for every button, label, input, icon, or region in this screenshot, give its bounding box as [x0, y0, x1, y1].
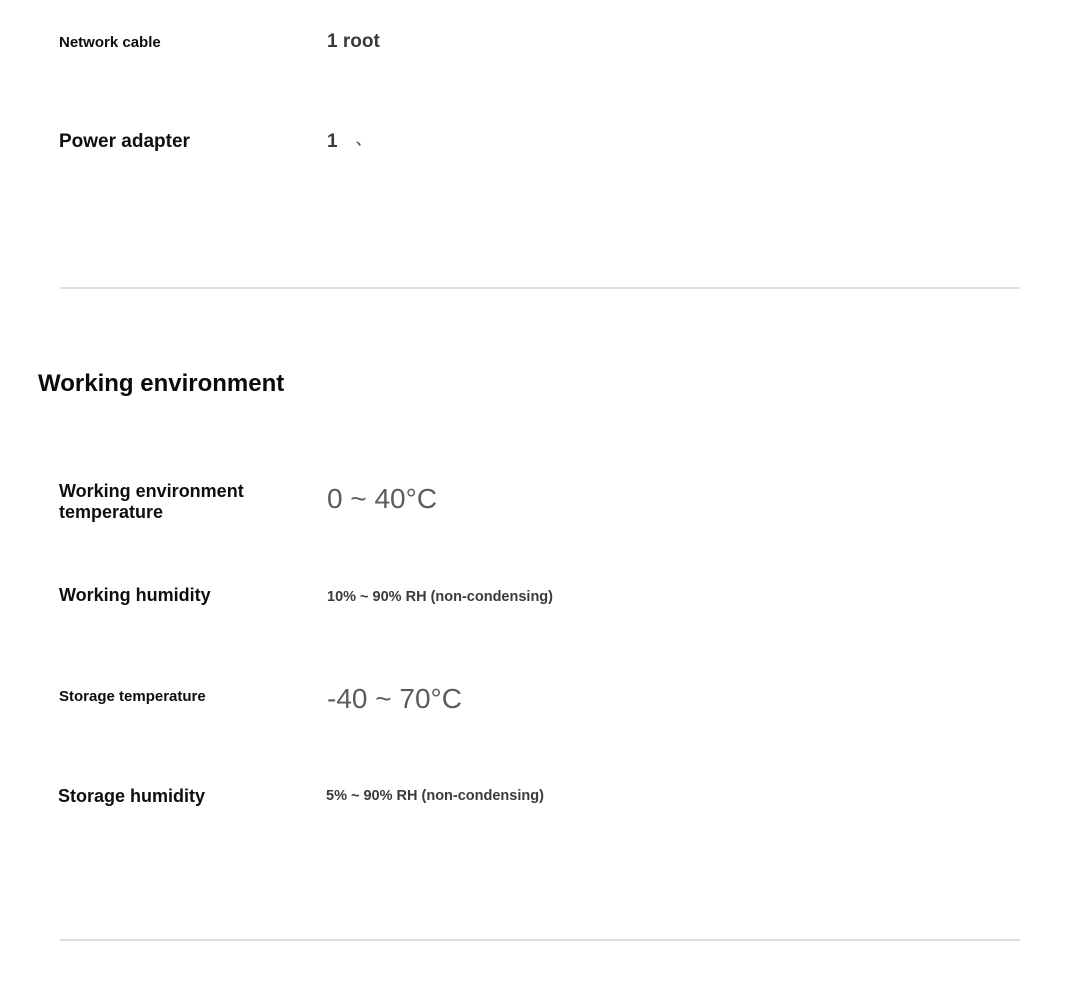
power-adapter-label: Power adapter: [59, 131, 190, 152]
storage-humidity-label: Storage humidity: [58, 786, 206, 806]
network-cable-label: Network cable: [59, 34, 161, 51]
power-adapter-value: 1: [327, 131, 338, 152]
storage-temperature-value: -40 ~ 70°C: [327, 683, 462, 714]
working-temperature-value: 0 ~ 40°C: [327, 483, 438, 514]
working-humidity-label: Working humidity: [59, 585, 211, 605]
working-temperature-label: Working environment temperature: [59, 481, 244, 522]
section-divider-bottom: [60, 939, 1020, 941]
storage-temperature-label: Storage temperature: [59, 688, 206, 705]
network-cable-value: 1 root: [327, 31, 380, 52]
power-adapter-mark: 、: [356, 131, 372, 148]
section-divider-top: [60, 287, 1020, 289]
storage-humidity-value: 5% ~ 90% RH (non-condensing): [326, 788, 544, 804]
working-humidity-value: 10% ~ 90% RH (non-condensing): [327, 589, 553, 605]
working-environment-title: Working environment: [38, 370, 285, 397]
